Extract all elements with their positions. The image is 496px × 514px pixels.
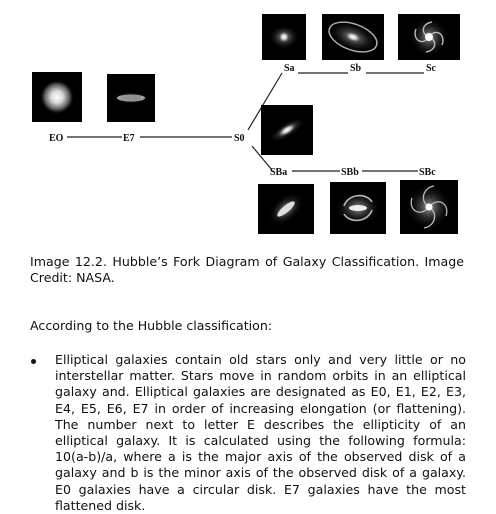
label-e7: E7 — [123, 133, 135, 144]
intro-text: According to the Hubble classification: — [30, 318, 273, 333]
bullet-marker — [31, 359, 36, 364]
galaxy-sc-image — [398, 14, 460, 60]
galaxy-sbc-image — [400, 180, 458, 234]
bullet-list — [30, 352, 466, 514]
galaxy-e7-image — [107, 74, 155, 122]
label-sbc: SBc — [419, 167, 436, 178]
label-sba: SBa — [270, 167, 288, 178]
bullet-text: Elliptical galaxies contain old stars only and very little or no interstellar matter. Stars move in random orbits in an elliptical galaxy and. Elliptical galaxies are designated as E0, E1, E2, E3, E4, E5, E6, E7 in order of increasing elongation (or flattening). The number next to letter E describes the ellipticity of an elliptical galaxy. It is calculated using the following formula: 10(a-b)/a, where a is the major axis of the observed disk of a galaxy and b is the minor axis of the observed disk of a galaxy. E0 galaxies have a circular disk. E7 galaxies have the most flattened disk. — [55, 352, 466, 513]
label-sc: Sc — [426, 63, 436, 74]
galaxy-sba-image — [258, 184, 314, 234]
galaxy-sbb-image — [330, 182, 386, 234]
label-e0: EO — [49, 133, 64, 144]
label-sa: Sa — [284, 63, 295, 74]
galaxy-sb-image — [322, 14, 384, 60]
label-sb: Sb — [350, 63, 362, 74]
label-sbb: SBb — [341, 167, 359, 178]
galaxy-s0-image — [261, 105, 313, 155]
figure-caption: Image 12.2. Hubble’s Fork Diagram of Galaxy Classification. Image Credit: NASA. — [30, 254, 464, 285]
label-s0: S0 — [234, 133, 245, 144]
hubble-fork-diagram — [0, 0, 496, 250]
list-item — [30, 352, 466, 514]
galaxy-e0-image — [32, 72, 82, 122]
galaxy-sa-image — [262, 14, 306, 60]
